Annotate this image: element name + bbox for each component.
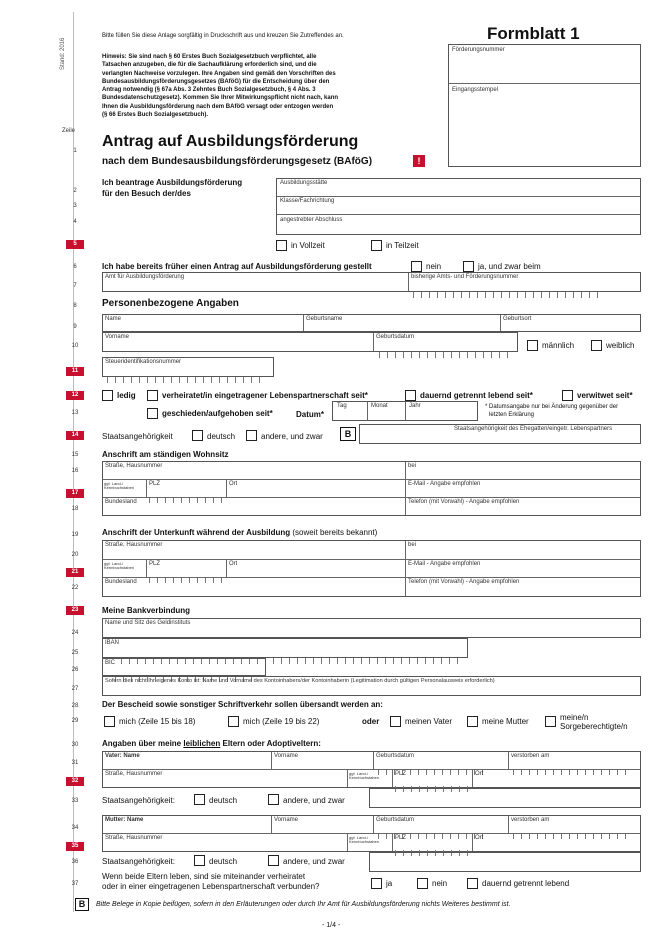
unterkunft-bundesland-label: Bundesland bbox=[105, 579, 137, 585]
vater-staat-field[interactable] bbox=[369, 788, 641, 808]
frueher-ja-label: ja, und zwar beim bbox=[478, 262, 541, 271]
iban-comb bbox=[121, 651, 465, 657]
line-number: 16 bbox=[71, 468, 79, 474]
line-number: 13 bbox=[71, 410, 79, 416]
eltern-verheiratet-question-2: oder in einer eingetragenen Lebenspartnerschaft verbunden? bbox=[102, 882, 320, 891]
eingangsstempel-label: Eingangsstempel bbox=[452, 87, 499, 93]
bic-label: BIC bbox=[105, 660, 116, 666]
main-title: Antrag auf Ausbildungsförderung bbox=[102, 133, 359, 150]
maennlich-checkbox[interactable] bbox=[527, 340, 538, 351]
unterkunft-heading: Anschrift der Unterkunft während der Ausbildung (soweit bereits bekannt) bbox=[102, 528, 378, 537]
vater-geburtsdatum-comb bbox=[378, 762, 490, 768]
stand-label: Stand: 2016 bbox=[60, 37, 66, 70]
wohnsitz-ggf-label: ggf. Land-/ Kennbuchstaben bbox=[104, 481, 135, 490]
vater-andere-checkbox[interactable] bbox=[268, 794, 279, 805]
teilzeit-label: in Teilzeit bbox=[386, 241, 419, 250]
mutter-strasse-label: Straße, Hausnummer bbox=[105, 835, 163, 841]
vater-deutsch-checkbox[interactable] bbox=[194, 794, 205, 805]
verheiratet-label: verheiratet/in eingetragener Lebenspartnerschaft seit* bbox=[162, 391, 368, 400]
staat-andere-checkbox[interactable] bbox=[246, 430, 257, 441]
wohnsitz-plz-comb bbox=[149, 490, 229, 496]
bank-heading: Meine Bankverbindung bbox=[102, 606, 191, 615]
wohnsitz-email-label: E-Mail - Angabe empfohlen bbox=[408, 481, 481, 487]
ledig-label: ledig bbox=[117, 391, 136, 400]
sorge-checkbox[interactable] bbox=[545, 716, 556, 727]
eltern-getrennt-label: dauernd getrennt lebend bbox=[482, 879, 570, 888]
page-number: - 1/4 - bbox=[322, 922, 341, 929]
staat-deutsch-checkbox[interactable] bbox=[192, 430, 203, 441]
form-title: Formblatt 1 bbox=[487, 24, 580, 43]
frueher-nein-checkbox[interactable] bbox=[411, 261, 422, 272]
line-number: 31 bbox=[71, 760, 79, 766]
mutter-verstorben-label: verstorben am bbox=[511, 817, 550, 823]
sorge-label: meine/n bbox=[560, 713, 589, 722]
line-number: 25 bbox=[71, 650, 79, 656]
vater-ggf-label: ggf. Land-/ Kennbuchstaben bbox=[349, 771, 380, 780]
mutter-plz-label: PLZ bbox=[395, 835, 407, 841]
frueher-box bbox=[102, 272, 641, 292]
mutter-andere-label: andere, und zwar bbox=[283, 857, 345, 866]
line-number: 27 bbox=[71, 686, 79, 692]
mich-15-label: mich (Zeile 15 bis 18) bbox=[119, 717, 196, 726]
line-number: 7 bbox=[73, 283, 77, 289]
kontoinhaber-box bbox=[102, 676, 641, 696]
wohnsitz-bei-label: bei bbox=[408, 463, 417, 469]
line-number: 15 bbox=[71, 452, 79, 458]
vater-vorname-label: Vorname bbox=[274, 753, 299, 759]
line-number: 30 bbox=[71, 742, 79, 748]
weiblich-label: weiblich bbox=[606, 341, 635, 350]
datum-note: * Datumsangabe nur bei Änderung gegenüber der bbox=[485, 404, 619, 410]
datum-label: Datum* bbox=[296, 410, 325, 419]
mutter-staat-field[interactable] bbox=[369, 852, 641, 872]
klasse-label: Klasse/Fachrichtung bbox=[280, 198, 335, 204]
mutter-checkbox[interactable] bbox=[467, 716, 478, 727]
unterkunft-email-label: E-Mail - Angabe empfohlen bbox=[408, 561, 481, 567]
line-number: 26 bbox=[71, 667, 79, 673]
line-number: 10 bbox=[71, 343, 79, 349]
vorname-row bbox=[102, 332, 518, 352]
verwitwet-checkbox[interactable] bbox=[562, 390, 573, 401]
mutter-geburtsdatum-comb bbox=[378, 826, 490, 832]
oder-label: oder bbox=[362, 717, 380, 726]
line-number: 12 bbox=[66, 391, 84, 400]
mutter-ggf-label: ggf. Land-/ Kennbuchstaben bbox=[349, 835, 380, 844]
line-number: 8 bbox=[73, 303, 77, 309]
geburtsdatum-comb bbox=[379, 345, 515, 351]
geburtsname-label: Geburtsname bbox=[306, 316, 343, 322]
geldinstitut-label: Name und Sitz des Geldinstituts bbox=[105, 620, 191, 626]
vollzeit-checkbox[interactable] bbox=[276, 240, 287, 251]
line-number: 29 bbox=[71, 718, 79, 724]
staat-label: Staatsangehörigkeit bbox=[102, 432, 173, 441]
vater-andere-label: andere, und zwar bbox=[283, 796, 345, 805]
exclamation-icon: ! bbox=[413, 155, 425, 167]
verheiratet-checkbox[interactable] bbox=[147, 390, 158, 401]
line-number: 23 bbox=[66, 606, 84, 615]
line-number: 33 bbox=[71, 798, 79, 804]
b-badge: B bbox=[340, 427, 356, 441]
vater-box bbox=[102, 751, 641, 788]
wohnsitz-heading: Anschrift am ständigen Wohnsitz bbox=[102, 450, 229, 459]
subtitle: nach dem Bundesausbildungsförderungsgesetz (BAföG) bbox=[102, 156, 373, 167]
kontoinhaber-label: Sofern dies nicht Ihr eigenes Konto ist: Name und Vorname des Kontoinhabers/der Kontoinhaberin (Legitimation durch gültigen Personalausweis erforderlich) bbox=[105, 678, 495, 684]
personen-heading: Personenbezogene Angaben bbox=[102, 298, 239, 309]
line-number: 20 bbox=[71, 552, 79, 558]
geschieden-label: geschieden/aufgehoben seit* bbox=[162, 409, 273, 418]
vater-plz-comb bbox=[395, 779, 475, 785]
eltern-heading: Angaben über meine leiblichen Eltern oder Adoptiveltern: bbox=[102, 739, 321, 748]
unterkunft-ort-label: Ort bbox=[229, 561, 238, 567]
zeile-label: Zeile bbox=[62, 128, 76, 134]
geburtsdatum-label: Geburtsdatum bbox=[376, 334, 415, 340]
teilzeit-checkbox[interactable] bbox=[371, 240, 382, 251]
line-number: 28 bbox=[71, 703, 79, 709]
vater-deutsch-label: deutsch bbox=[209, 796, 238, 805]
line-number: 22 bbox=[71, 585, 79, 591]
line-number: 24 bbox=[71, 630, 79, 636]
line-number: 5 bbox=[66, 240, 84, 249]
geldinstitut-box bbox=[102, 618, 641, 638]
line-number: 35 bbox=[66, 842, 84, 851]
line-number: 4 bbox=[73, 219, 77, 225]
abschluss-label: angestrebter Abschluss bbox=[280, 217, 343, 223]
wohnsitz-plz-label: PLZ bbox=[149, 481, 161, 487]
wohnsitz-strasse-label: Straße, Hausnummer bbox=[105, 463, 163, 469]
line-number: 9 bbox=[73, 324, 77, 330]
datum-box bbox=[332, 401, 478, 421]
vater-label: meinen Vater bbox=[405, 717, 452, 726]
vorname-label: Vorname bbox=[105, 334, 130, 340]
frueher-nein-label: nein bbox=[426, 262, 442, 271]
mutter-name-label: Mutter: Name bbox=[105, 817, 144, 823]
eltern-getrennt-checkbox[interactable] bbox=[467, 878, 478, 889]
wohnsitz-bundesland-label: Bundesland bbox=[105, 499, 137, 505]
unterkunft-plz-comb bbox=[149, 570, 229, 576]
top-instruction: Bitte füllen Sie diese Anlage sorgfältig in Druckschrift aus und kreuzen Sie Zutreffendes an. bbox=[102, 33, 344, 39]
bic-box bbox=[102, 658, 266, 676]
datum-note-2: letzten Erklärung bbox=[489, 412, 535, 418]
line-number: 2 bbox=[73, 188, 77, 194]
weiblich-checkbox[interactable] bbox=[591, 340, 602, 351]
steuer-label: Steueridentifikationsnummer bbox=[105, 359, 182, 365]
wohnsitz-box bbox=[102, 461, 641, 516]
line-number: 6 bbox=[73, 264, 77, 270]
mutter-staat-label: Staatsangehörigkeit: bbox=[102, 857, 175, 866]
bic-comb bbox=[115, 669, 259, 675]
eltern-ja-checkbox[interactable] bbox=[371, 878, 382, 889]
getrennt-label: dauernd getrennt lebend seit* bbox=[420, 391, 533, 400]
staat-deutsch-label: deutsch bbox=[207, 432, 236, 441]
mutter-box bbox=[102, 815, 641, 852]
vater-verstorben-label: verstorben am bbox=[511, 753, 550, 759]
line-number: 18 bbox=[71, 506, 79, 512]
unterkunft-box bbox=[102, 540, 641, 597]
tag-label: Tag bbox=[337, 403, 347, 409]
getrennt-checkbox[interactable] bbox=[405, 390, 416, 401]
ledig-checkbox[interactable] bbox=[102, 390, 113, 401]
iban-box bbox=[102, 638, 468, 658]
footer-b-badge: B bbox=[75, 898, 89, 911]
ausbildung-intro: Ich beantrage Ausbildungsförderung bbox=[102, 178, 243, 187]
eltern-nein-checkbox[interactable] bbox=[417, 878, 428, 889]
mutter-vorname-label: Vorname bbox=[274, 817, 299, 823]
ausbildung-box bbox=[276, 178, 641, 235]
vater-staat-label: Staatsangehörigkeit: bbox=[102, 796, 175, 805]
steuer-box bbox=[102, 357, 274, 377]
bisherige-label: bisherige Amts- und Förderungsnummer bbox=[411, 274, 519, 280]
footer-note: Bitte Belege in Kopie beifügen, sofern in den Erläuterungen oder durch Ihr Amt für Ausbildungsförderung nichts Weiteres bestimmt ist. bbox=[96, 901, 511, 908]
unterkunft-telefon-label: Telefon (mit Vorwahl) - Angabe empfohlen bbox=[408, 579, 520, 585]
vater-checkbox[interactable] bbox=[390, 716, 401, 727]
amt-label: Amt für Ausbildungsförderung bbox=[105, 274, 185, 280]
monat-label: Monat bbox=[371, 403, 388, 409]
geschieden-checkbox[interactable] bbox=[147, 408, 158, 419]
mutter-deutsch-checkbox[interactable] bbox=[194, 855, 205, 866]
name-label: Name bbox=[105, 316, 122, 322]
staat-andere-label: andere, und zwar bbox=[261, 432, 323, 441]
mutter-plz-comb bbox=[395, 843, 475, 849]
steuer-comb bbox=[107, 370, 267, 376]
vater-ort-label: Ort bbox=[475, 771, 484, 777]
mutter-ort-label: Ort bbox=[475, 835, 484, 841]
eltern-nein-label: nein bbox=[432, 879, 448, 888]
frueher-question: Ich habe bereits früher einen Antrag auf Ausbildungsförderung gestellt bbox=[102, 262, 372, 271]
vollzeit-label: in Vollzeit bbox=[291, 241, 325, 250]
mutter-geburtsdatum-label: Geburtsdatum bbox=[376, 817, 415, 823]
verwitwet-label: verwitwet seit* bbox=[577, 391, 633, 400]
vater-geburtsdatum-label: Geburtsdatum bbox=[376, 753, 415, 759]
iban-label: IBAN bbox=[105, 640, 120, 646]
line-number: 32 bbox=[66, 777, 84, 786]
mutter-deutsch-label: deutsch bbox=[209, 857, 238, 866]
vater-strasse-label: Straße, Hausnummer bbox=[105, 771, 163, 777]
maennlich-label: männlich bbox=[542, 341, 575, 350]
mutter-andere-checkbox[interactable] bbox=[268, 855, 279, 866]
line-number: 17 bbox=[66, 489, 84, 498]
mutter-verstorben-comb bbox=[513, 826, 633, 832]
vater-name-label: Vater: Name bbox=[105, 753, 140, 759]
office-box bbox=[448, 44, 641, 167]
line-number: 19 bbox=[71, 532, 79, 538]
wohnsitz-ort-label: Ort bbox=[229, 481, 238, 487]
ausbildungsstaette-label: Ausbildungsstätte bbox=[280, 180, 328, 186]
line-number: 36 bbox=[71, 859, 79, 865]
line-number: 34 bbox=[71, 825, 79, 831]
eltern-ja-label: ja bbox=[386, 879, 393, 888]
unterkunft-bei-label: bei bbox=[408, 542, 417, 548]
ehegatte-box bbox=[359, 424, 641, 444]
line-number: 11 bbox=[66, 367, 84, 376]
mich-15-checkbox[interactable] bbox=[104, 716, 115, 727]
mich-19-checkbox[interactable] bbox=[228, 716, 239, 727]
geburtsort-label: Geburtsort bbox=[503, 316, 532, 322]
jahr-label: Jahr bbox=[409, 403, 421, 409]
line-number: 14 bbox=[66, 431, 84, 440]
bescheid-heading: Der Bescheid sowie sonstiger Schriftverkehr sollen übersandt werden an: bbox=[102, 700, 383, 709]
frueher-ja-checkbox[interactable] bbox=[463, 261, 474, 272]
line-number: 3 bbox=[73, 203, 77, 209]
line-number: 1 bbox=[73, 148, 77, 154]
vater-plz-label: PLZ bbox=[395, 771, 407, 777]
ausbildung-intro-2: für den Besuch der/des bbox=[102, 189, 191, 198]
wohnsitz-telefon-label: Telefon (mit Vorwahl) - Angabe empfohlen bbox=[408, 499, 520, 505]
name-row bbox=[102, 314, 641, 332]
unterkunft-strasse-label: Straße, Hausnummer bbox=[105, 542, 163, 548]
unterkunft-ggf-label: ggf. Land-/ Kennbuchstaben bbox=[104, 561, 135, 570]
line-number: 37 bbox=[71, 881, 79, 887]
hinweis-block: Hinweis: Sie sind nach § 60 Erstes Buch Sozialgesetzbuch verpflichtet, alle Tatsachen anzugeben, die für die Sachaufklärung erforderlich sind, und die verlangten Nachweise vorzulegen. Ihre Angaben sind gemäß den Vorschriften des Bundesausbildungsförderungsgesetzes (BAföG) für die Entscheidung über den Antrag notwendig (§ 67a Abs. 3 Zehntes Buch Sozialgesetzbuch, § 4 Abs. 3 Bundesdatenschutzgesetz). Kommen Sie Ihrer Mitwirkungspflicht nicht nach, kann Ihnen die Ausbildungsförderung nach dem BAföG versagt oder entzogen werden (§ 66 Erstes Buch Sozialgesetzbuch). bbox=[102, 54, 339, 119]
sorge-label-2: Sorgeberechtigte/n bbox=[560, 722, 628, 731]
mich-19-label: mich (Zeile 19 bis 22) bbox=[243, 717, 320, 726]
eltern-verheiratet-question: Wenn beide Eltern leben, sind sie miteinander verheiratet bbox=[102, 872, 306, 881]
ehegatte-label: Staatsangehörigkeit des Ehegatten/eingetr. Lebenspartners bbox=[454, 426, 613, 432]
line-number: 21 bbox=[66, 568, 84, 577]
foerderungsnummer-label: Förderungsnummer bbox=[452, 47, 505, 53]
mutter-label: meine Mutter bbox=[482, 717, 529, 726]
foerdernr-comb bbox=[413, 285, 605, 291]
unterkunft-plz-label: PLZ bbox=[149, 561, 161, 567]
vater-verstorben-comb bbox=[513, 762, 633, 768]
